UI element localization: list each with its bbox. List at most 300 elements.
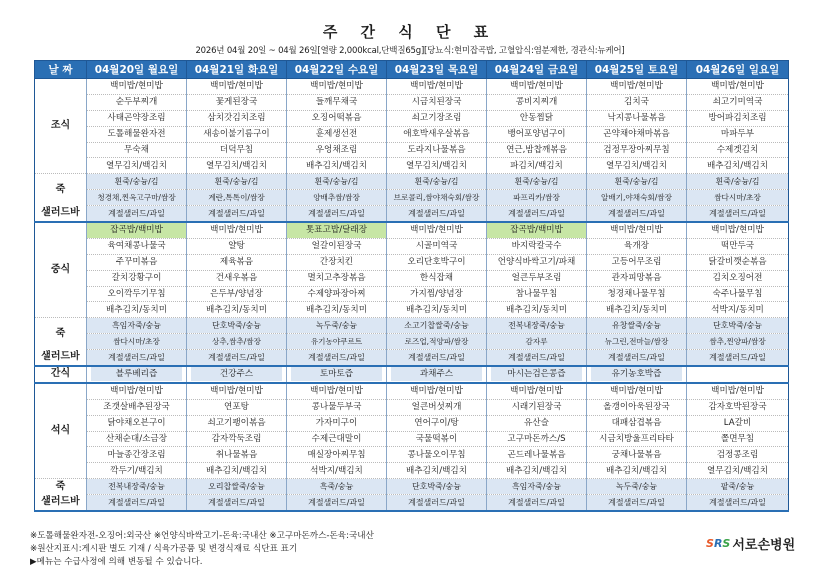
menu-cell: 백미밥/현미밥 [287,383,387,399]
menu-cell: 유산슬 [487,415,587,431]
menu-cell [387,495,487,511]
menu-row [35,463,789,479]
menu-row [35,431,789,447]
menu-chip: 계절샐러드/과일 [290,496,383,510]
menu-cell: 배추김치/백김치 [687,158,789,174]
menu-cell: 얄탕 [187,238,287,254]
menu-cell: 육여채콩나물국 [87,238,187,254]
menu-cell: 백미밥/현미밥 [487,79,587,95]
menu-chip: 계절샐러드/과일 [90,207,183,221]
menu-cell: 백미밥/현미밥 [187,79,287,95]
menu-chip: 계절샐러드/과일 [390,496,483,510]
menu-row [35,270,789,286]
menu-row [35,286,789,302]
menu-cell [487,479,587,495]
menu-cell [587,334,687,350]
dinner-label: 석식 [35,383,87,479]
menu-cell [187,350,287,366]
footer-notes [30,530,374,569]
menu-cell [587,174,687,190]
menu-chip: 쌈다시마/초장 [90,335,183,349]
menu-cell [687,366,789,383]
menu-chip: 계절샐러드/과일 [390,351,483,365]
menu-cell: 백미밥/현미밥 [87,383,187,399]
menu-chip: 양배추쌈/쌈장 [290,191,383,205]
porridge-row [35,174,789,190]
menu-cell: 언양식바싹고기/파채 [487,254,587,270]
menu-cell: 가자미구이 [287,415,387,431]
menu-cell: 백미밥/현미밥 [287,79,387,95]
menu-cell: 콩나물오이무침 [387,447,487,463]
menu-cell [687,495,789,511]
page-title: 주 간 식 단 표 [322,23,498,41]
lunch-salad-label: 샐러드바 [35,350,87,366]
menu-chip: 흑죽/숭늉 [290,480,383,494]
menu-cell [687,350,789,366]
menu-cell: 바지락칼국수 [487,238,587,254]
menu-cell: 배추김치/동치미 [187,302,287,318]
menu-chip: 전복내장죽/숭늉 [90,480,183,494]
menu-chip: 계절샐러드/과일 [490,207,583,221]
page-subtitle: 2026년 04월 20일 ~ 04월 26일[열량 2,000kcal,단백질65g][당뇨식:현미잡곡밥, 고혈압식:염분제한, 경관식:뉴케어] [195,46,625,56]
menu-cell [87,495,187,511]
menu-row [35,79,789,95]
menu-cell: 잡곡밥/백미밥 [87,222,187,238]
menu-chip: 마시는검은콩즙 [491,367,582,381]
day-header: 04월21일 화요일 [187,61,287,79]
menu-cell: 콩나물두부국 [287,399,387,415]
menu-chip: 계절샐러드/과일 [690,207,785,221]
menu-row [35,447,789,463]
menu-cell: 배추김치/동치미 [387,302,487,318]
menu-cell: 대패삼겹볶음 [587,415,687,431]
menu-cell: 배추김치/동치미 [587,302,687,318]
menu-chip: 계절샐러드/과일 [690,351,785,365]
menu-cell: 백미밥/현미밥 [687,383,789,399]
menu-cell: 떡만두국 [687,238,789,254]
menu-cell [587,206,687,222]
menu-cell: 백미밥/현미밥 [387,383,487,399]
menu-cell: 제육볶음 [187,254,287,270]
menu-cell: 연근,밤찹깨볶음 [487,142,587,158]
menu-cell: 배추김치/동치미 [487,302,587,318]
menu-row [35,238,789,254]
menu-cell: 조갯살배추된장국 [87,399,187,415]
menu-chip: 계절샐러드/과일 [590,496,683,510]
menu-chip: 유기농호박즙 [591,367,682,381]
menu-chip: 토마토즙 [291,367,382,381]
menu-cell [387,479,487,495]
menu-cell [387,206,487,222]
extra-row [35,190,789,206]
menu-chip: 흰죽/숭늉/김 [390,175,483,189]
menu-cell: 올갱이아욱된장국 [587,399,687,415]
menu-cell: 배추김치/백김치 [387,463,487,479]
day-header: 04월26일 일요일 [687,61,789,79]
menu-cell: 매실장아찌무침 [287,447,387,463]
menu-cell: 취나물볶음 [187,447,287,463]
menu-chip: 계절샐러드/과일 [190,351,283,365]
menu-cell: 한식잡채 [387,270,487,286]
menu-cell [587,495,687,511]
menu-cell: 청경채나물무침 [587,286,687,302]
menu-chip: 흰죽/숭늉/김 [90,175,183,189]
menu-cell [187,174,287,190]
menu-cell: 잡곡밥/백미밥 [487,222,587,238]
menu-chip: 계절샐러드/과일 [590,207,683,221]
menu-cell: 쇠고기미역국 [687,94,789,110]
menu-chip: 청경채,찐옥고구마/쌈장 [90,191,183,205]
menu-cell: 시래기된장국 [487,399,587,415]
menu-cell: 배추김치/백김치 [587,463,687,479]
header-row [35,61,789,79]
menu-chip: 계란,톡톡이/쌈장 [190,191,283,205]
menu-cell: 궁채나물볶음 [587,447,687,463]
menu-chip: 유기농야쿠르트 [290,335,383,349]
menu-chip: 브로콜리,쌈야채숙회/쌈장 [390,191,483,205]
menu-chip: 상추,쌈추/쌈장 [190,335,283,349]
menu-cell [87,366,187,383]
menu-cell: 산채순대/소금장 [87,431,187,447]
menu-chip: 계절샐러드/과일 [490,496,583,510]
menu-chip: 단호박죽/숭늉 [690,319,785,333]
menu-cell: 방어파김치조림 [687,110,789,126]
logo-mark: SRS [706,537,731,550]
menu-cell: 주꾸미볶음 [87,254,187,270]
menu-chip: 계절샐러드/과일 [490,351,583,365]
menu-cell: 배추김치/백김치 [187,463,287,479]
menu-cell: 백미밥/현미밥 [487,383,587,399]
menu-cell: 연포탕 [187,399,287,415]
menu-row [35,222,789,238]
menu-cell [287,479,387,495]
menu-cell [287,174,387,190]
menu-cell: 순두부찌개 [87,94,187,110]
menu-chip: 쌈추,찐양파/쌈장 [690,335,785,349]
menu-cell [187,366,287,383]
menu-row [35,126,789,142]
menu-cell [187,495,287,511]
footer-origin-note: ※도톨해물완자전-오징어:외국산 ※언양식바싹고기-돈육:국내산 ※고구마돈까스-돈육:국내산 [30,531,374,541]
menu-cell: 열무김치/백김치 [587,158,687,174]
menu-row [35,142,789,158]
menu-cell [187,479,287,495]
menu-chip: 쌈다시마/초장 [690,191,785,205]
menu-chip: 계절샐러드/과일 [90,351,183,365]
menu-cell: 열무김치/백김치 [87,158,187,174]
menu-cell: 건새우볶음 [187,270,287,286]
menu-chip: 흰죽/숭늉/김 [290,175,383,189]
menu-cell [387,318,487,334]
menu-chip: 계절샐러드/과일 [290,207,383,221]
menu-chip: 블루베리즙 [91,367,182,381]
menu-cell [287,495,387,511]
menu-cell: 닭야채오븐구이 [87,415,187,431]
menu-cell: 백미밥/현미밥 [587,79,687,95]
menu-cell: 사태곤약장조림 [87,110,187,126]
menu-cell: 얼큰버섯찌개 [387,399,487,415]
menu-cell [287,350,387,366]
menu-cell: 석박지/동치미 [687,302,789,318]
menu-chip: 흰죽/숭늉/김 [490,175,583,189]
menu-chip: 단호박죽/숭늉 [190,319,283,333]
menu-cell: 고구마돈까스/S [487,431,587,447]
footer-change-note: ▶메뉴는 수급사정에 의해 변동될 수 있습니다. [30,557,203,567]
menu-cell: 국물떡볶이 [387,431,487,447]
menu-cell [687,190,789,206]
menu-chip: 계절샐러드/과일 [190,496,283,510]
menu-cell: 수제겟김치 [687,142,789,158]
menu-cell: 시금치방울프리타타 [587,431,687,447]
menu-chip: 계절샐러드/과일 [690,496,785,510]
menu-cell: 쇠고기팽이볶음 [187,415,287,431]
hospital-logo [706,534,795,553]
menu-cell: 파김치/백김치 [487,158,587,174]
menu-cell: 관자피망볶음 [587,270,687,286]
menu-cell: 검정무장아찌무침 [587,142,687,158]
menu-chip: 흑임자죽/숭늉 [490,480,583,494]
menu-cell [587,350,687,366]
porridge-row [35,479,789,495]
menu-row [35,383,789,399]
menu-row [35,415,789,431]
menu-cell [387,174,487,190]
menu-chip: 오리찹쌀죽/숭늉 [190,480,283,494]
menu-chip: 계절샐러드/과일 [290,351,383,365]
menu-row [35,302,789,318]
menu-cell: 마늘종간장조림 [87,447,187,463]
menu-chip: 녹두죽/숭늉 [290,319,383,333]
menu-cell: 톳표고밥/달래장 [287,222,387,238]
menu-cell: LA갈비 [687,415,789,431]
menu-cell: 얼큰두부조림 [487,270,587,286]
menu-chip: 녹두죽/숭늉 [590,480,683,494]
logo-name: 서로손병원 [732,538,796,553]
menu-chip: 뉴그린,전마늘/쌈장 [590,335,683,349]
menu-cell: 콩비지찌개 [487,94,587,110]
menu-chip: 단호박죽/숭늉 [390,480,483,494]
menu-chip: 계절샐러드/과일 [390,207,483,221]
menu-cell: 오이깍두기무침 [87,286,187,302]
menu-cell [387,334,487,350]
menu-cell [587,366,687,383]
menu-cell [187,206,287,222]
menu-chip: 흑임자죽/숭늉 [90,319,183,333]
menu-chip: 계절샐러드/과일 [190,207,283,221]
menu-cell [487,318,587,334]
menu-cell: 열무김치/백김치 [387,158,487,174]
day-header: 04월25일 토요일 [587,61,687,79]
menu-cell [387,190,487,206]
menu-cell: 참나물무침 [487,286,587,302]
menu-chip: 감자루 [490,335,583,349]
breakfast-salad-label: 샐러드바 [35,206,87,222]
menu-cell: 오리단호박구이 [387,254,487,270]
menu-cell: 애호박새우살볶음 [387,126,487,142]
menu-cell [287,206,387,222]
menu-cell: 고등어무조림 [587,254,687,270]
day-header: 04월23일 목요일 [387,61,487,79]
lunch-porridge-label: 죽 [35,318,87,350]
menu-cell: 뱅어포양념구이 [487,126,587,142]
breakfast-porridge-label: 죽 [35,174,87,206]
day-header: 04월22일 수요일 [287,61,387,79]
menu-chip: 소고기찹쌀죽/숭늉 [390,319,483,333]
menu-chip: 로즈업,적양파/쌈장 [390,335,483,349]
menu-cell: 열무김치/백김치 [687,463,789,479]
menu-cell: 열무김치/백김치 [187,158,287,174]
menu-chip: 파프리카/쌈장 [490,191,583,205]
menu-chip: 계절샐러드/과일 [90,496,183,510]
menu-cell: 검정콩조림 [687,447,789,463]
menu-cell: 백미밥/현미밥 [187,222,287,238]
menu-cell [87,479,187,495]
menu-cell [487,190,587,206]
menu-chip: 과채주스 [391,367,482,381]
salad-row [35,206,789,222]
menu-cell: 김치국 [587,94,687,110]
menu-cell: 배추김치/백김치 [287,158,387,174]
menu-cell: 은두부/양념장 [187,286,287,302]
menu-cell: 들깨무채국 [287,94,387,110]
menu-cell: 쇠고기장조림 [387,110,487,126]
menu-cell: 석박지/백김치 [287,463,387,479]
meal-table [34,60,789,512]
menu-cell [287,366,387,383]
day-header: 04월20일 월요일 [87,61,187,79]
menu-cell [87,190,187,206]
breakfast-label: 조식 [35,79,87,174]
date-label: 날 짜 [35,61,87,79]
menu-cell: 백미밥/현미밥 [87,79,187,95]
menu-cell: 도라지나물볶음 [387,142,487,158]
menu-cell: 새송이불기름구이 [187,126,287,142]
menu-cell: 연어구이/탕 [387,415,487,431]
menu-cell: 감자호박된장국 [687,399,789,415]
menu-cell: 수제근대말이 [287,431,387,447]
menu-cell: 백미밥/현미밥 [387,222,487,238]
menu-cell: 수제양파장아찌 [287,286,387,302]
menu-cell: 김치오징어전 [687,270,789,286]
snack-label: 간식 [35,366,87,383]
menu-chip: 흰죽/숭늉/김 [690,175,785,189]
salad-row [35,350,789,366]
menu-cell [287,190,387,206]
menu-cell: 곤드레나물볶음 [487,447,587,463]
menu-cell: 훈제생선전 [287,126,387,142]
menu-cell: 가지찜/양념장 [387,286,487,302]
menu-cell: 배추김치/백김치 [487,463,587,479]
meal-table-body [35,79,789,512]
menu-cell [387,350,487,366]
menu-cell [587,190,687,206]
menu-row [35,399,789,415]
snack-row [35,366,789,383]
menu-chip: 흰죽/숭늉/김 [590,175,683,189]
menu-cell: 오징어떡볶음 [287,110,387,126]
menu-cell: 육개장 [587,238,687,254]
menu-cell: 배추김치/동치미 [287,302,387,318]
menu-cell [587,479,687,495]
menu-cell [287,318,387,334]
menu-cell: 백미밥/현미밥 [587,222,687,238]
menu-cell [387,366,487,383]
menu-cell [187,190,287,206]
day-header: 04월24일 금요일 [487,61,587,79]
menu-cell: 백미밥/현미밥 [687,79,789,95]
menu-cell: 숙주나물무침 [687,286,789,302]
menu-cell [187,334,287,350]
menu-cell: 백미밥/현미밥 [687,222,789,238]
salad-row [35,495,789,511]
menu-cell [487,350,587,366]
menu-cell: 시금치된장국 [387,94,487,110]
menu-cell: 안동찜닭 [487,110,587,126]
menu-cell: 더덕무침 [187,142,287,158]
menu-cell [487,334,587,350]
extra-row [35,334,789,350]
menu-cell [487,495,587,511]
menu-cell: 백미밥/현미밥 [387,79,487,95]
menu-cell: 백미밥/현미밥 [587,383,687,399]
menu-chip: 알배기,야채숙회/쌈장 [590,191,683,205]
menu-row [35,158,789,174]
menu-cell: 곤약채야채마볶음 [587,126,687,142]
menu-row [35,94,789,110]
menu-cell [87,334,187,350]
menu-cell [587,318,687,334]
menu-cell [487,174,587,190]
menu-cell [687,334,789,350]
menu-chip: 계절샐러드/과일 [590,351,683,365]
porridge-row [35,318,789,334]
menu-cell [87,350,187,366]
menu-cell: 멸치고추장볶음 [287,270,387,286]
footer-origin-display-note: ※원산지표시:게시판 별도 기재 / 식육가공품 및 변경식재료 식단표 표기 [30,544,298,554]
menu-cell [687,479,789,495]
menu-cell: 무숙채 [87,142,187,158]
dinner-salad-label: 샐러드바 [35,495,87,511]
menu-cell: 갈치강황구이 [87,270,187,286]
menu-cell: 백미밥/현미밥 [187,383,287,399]
menu-cell [687,206,789,222]
menu-cell: 도톨해물완자전 [87,126,187,142]
menu-cell: 시골미역국 [387,238,487,254]
menu-cell [87,174,187,190]
menu-cell: 배추김치/동치미 [87,302,187,318]
menu-cell: 감자깍둑조림 [187,431,287,447]
menu-cell [87,206,187,222]
menu-cell: 간장치킨 [287,254,387,270]
menu-row [35,254,789,270]
menu-cell [687,318,789,334]
menu-cell: 삼치갓김치조림 [187,110,287,126]
menu-chip: 건강주스 [191,367,282,381]
menu-cell: 낙지콩나물볶음 [587,110,687,126]
menu-cell: 깍두기/백김치 [87,463,187,479]
menu-cell: 닭갈비깻순볶음 [687,254,789,270]
menu-cell: 얼갈이된장국 [287,238,387,254]
menu-cell [87,318,187,334]
menu-cell [687,174,789,190]
menu-row [35,110,789,126]
dinner-porridge-label: 죽 [35,479,87,495]
menu-cell [487,366,587,383]
menu-chip: 전복내장죽/숭늉 [490,319,583,333]
menu-cell: 쫄면무침 [687,431,789,447]
menu-cell [187,318,287,334]
menu-cell: 우엉채조림 [287,142,387,158]
